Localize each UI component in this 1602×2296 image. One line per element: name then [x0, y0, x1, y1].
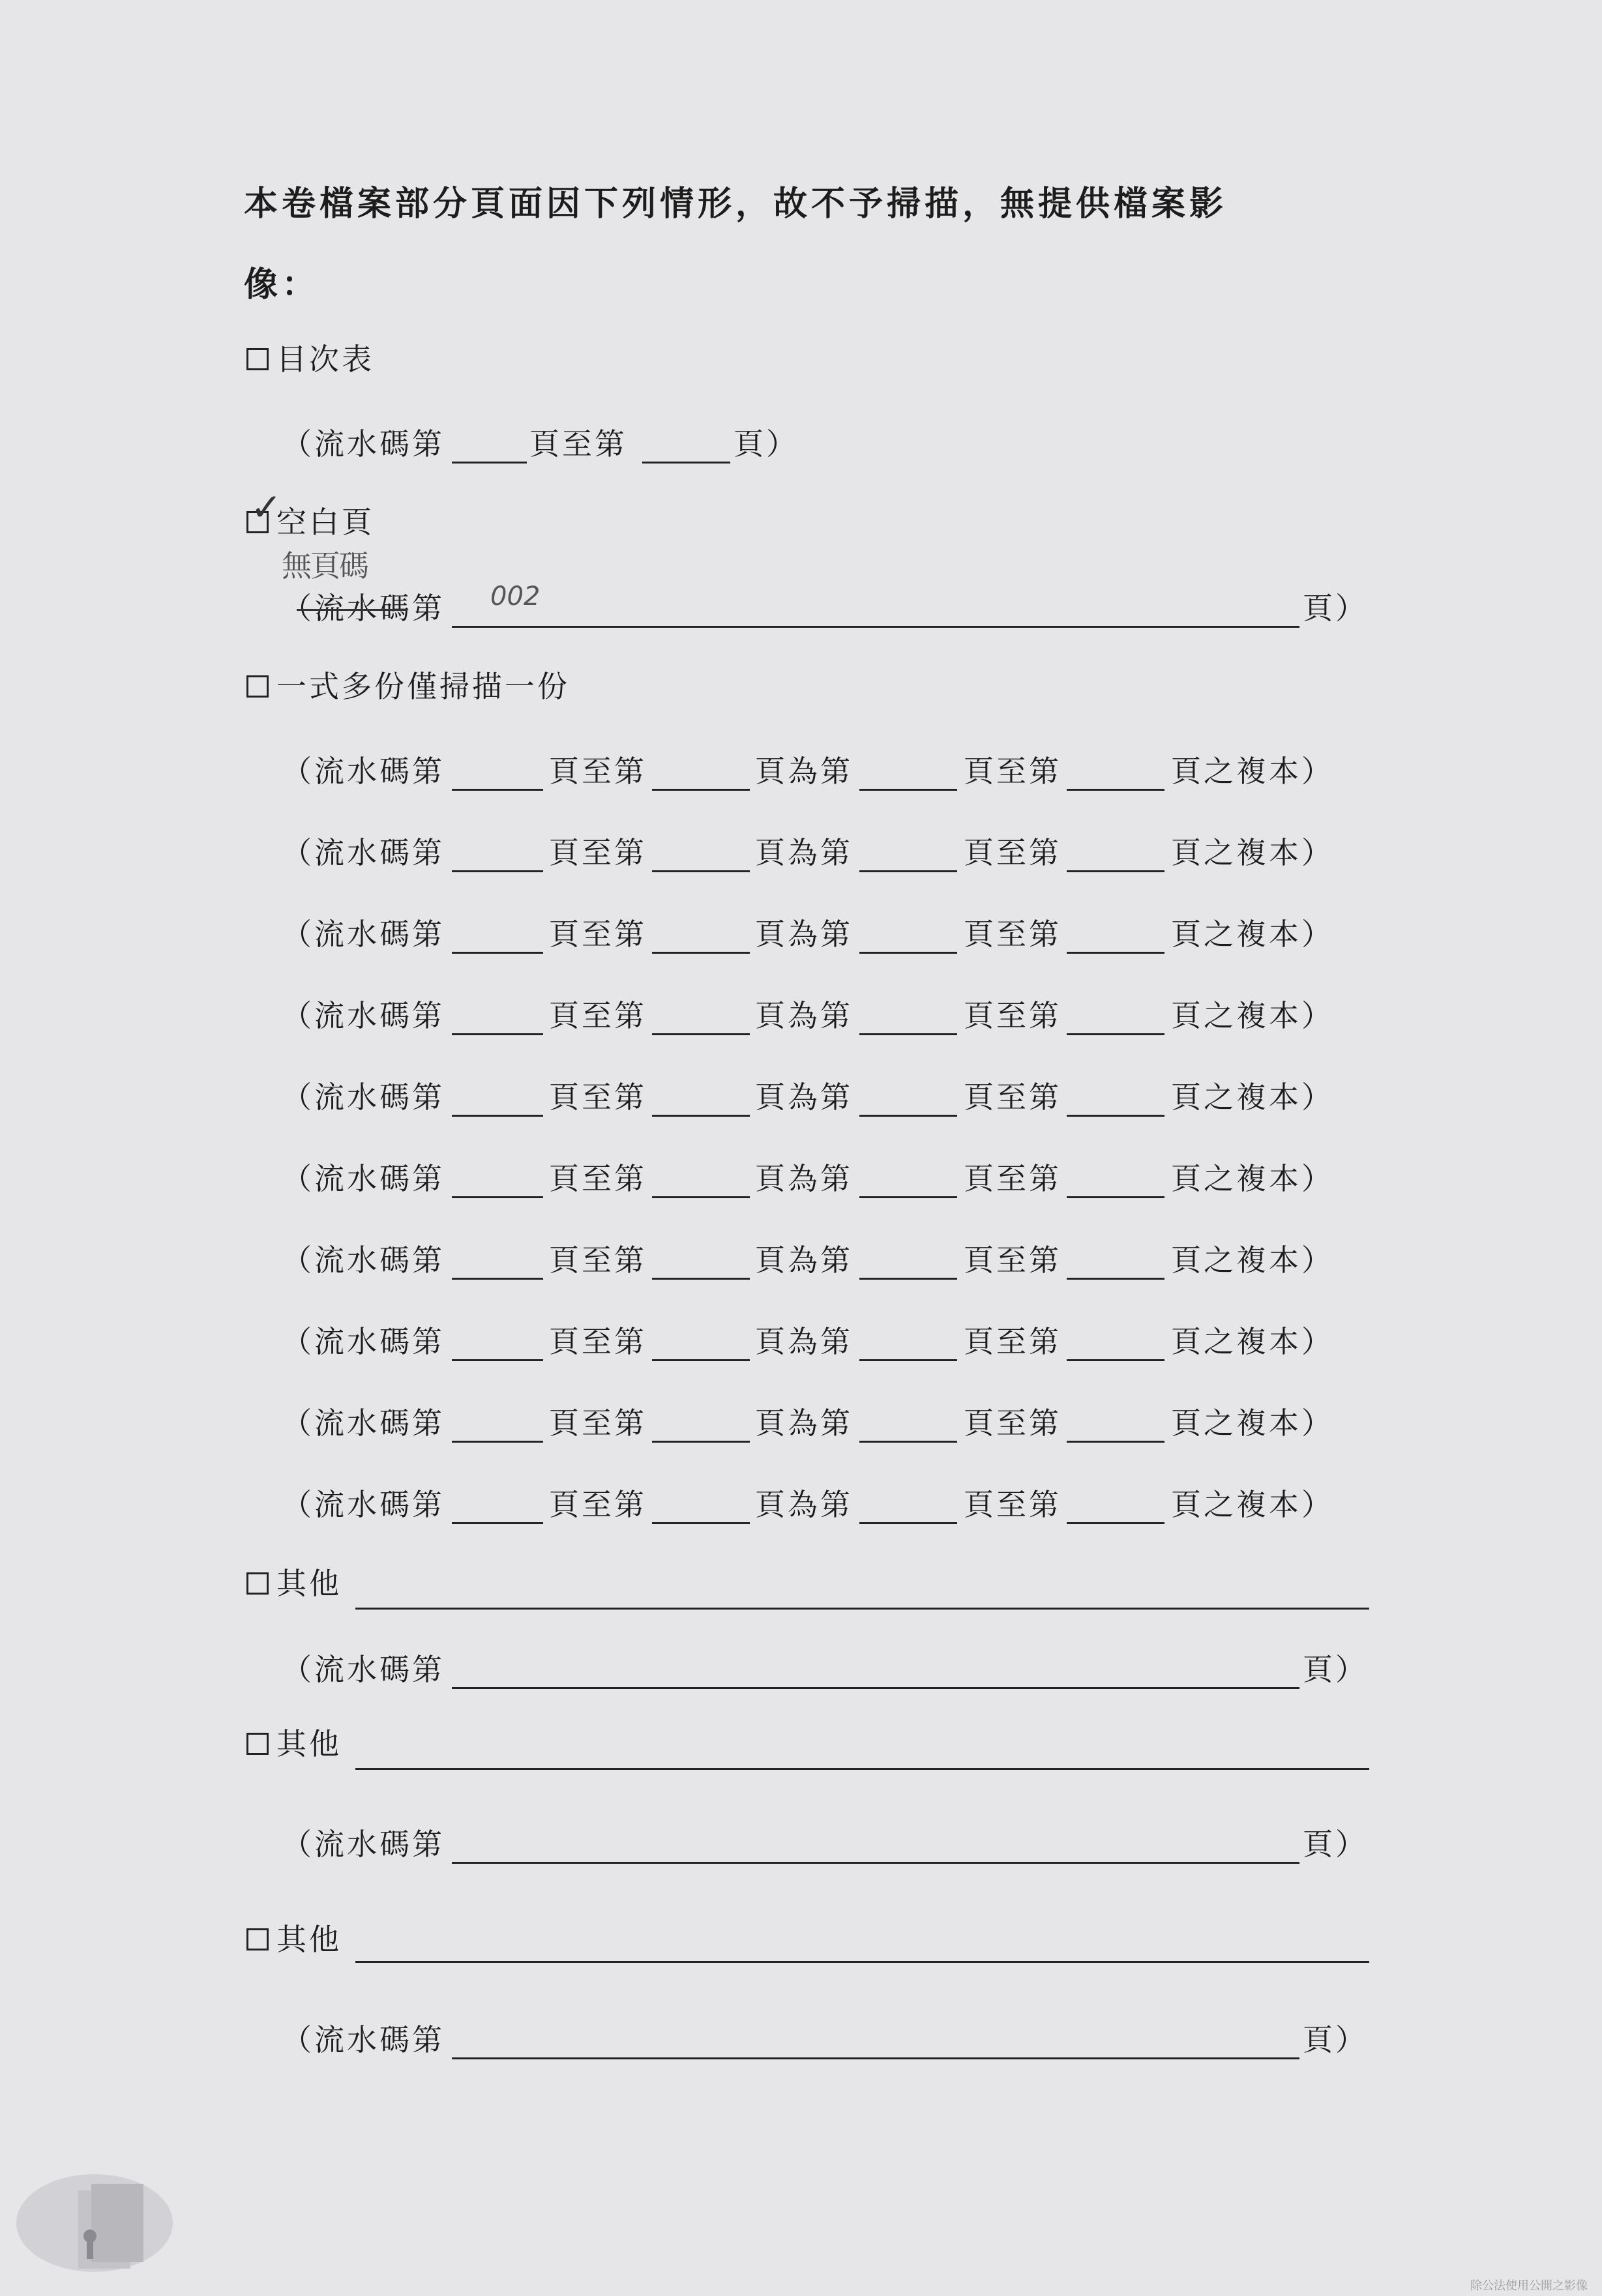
- multi-row-text: 頁至第: [964, 1080, 1061, 1115]
- other2-field[interactable]: [355, 1768, 1369, 1770]
- multi-row-field[interactable]: [1067, 1359, 1164, 1361]
- other1-serial-field[interactable]: [452, 1687, 1299, 1689]
- other3-end: 頁）: [1303, 2022, 1368, 2057]
- multi-row-text: （流水碼第: [282, 1080, 445, 1115]
- multi-row-field[interactable]: [1067, 1522, 1164, 1524]
- multi-row-text: 頁為第: [755, 1161, 853, 1196]
- toc-from-field[interactable]: [452, 462, 527, 464]
- other3-field[interactable]: [355, 1961, 1369, 1963]
- blank-serial-prefix: （流水碼第: [282, 591, 445, 626]
- multi-row-text: 頁之複本）: [1171, 1487, 1334, 1522]
- multi-row-field[interactable]: [859, 1441, 957, 1443]
- multi-row-text: 頁之複本）: [1171, 1243, 1334, 1278]
- multi-row-text: 頁為第: [755, 754, 853, 789]
- other2-serial-field[interactable]: [452, 1862, 1299, 1864]
- other3-checkbox[interactable]: [246, 1928, 269, 1950]
- multi-row-text: 頁至第: [549, 1161, 647, 1196]
- multi-row-text: （流水碼第: [282, 917, 445, 952]
- multi-row-field[interactable]: [859, 952, 957, 954]
- multi-row-field[interactable]: [859, 1033, 957, 1035]
- multi-row-field[interactable]: [859, 1522, 957, 1524]
- other3-label: 其他: [276, 1922, 342, 1957]
- multi-row-field[interactable]: [452, 1033, 543, 1035]
- multi-row-field[interactable]: [452, 1115, 543, 1117]
- multi-row-text: 頁之複本）: [1171, 917, 1334, 952]
- multi-row-text: 頁為第: [755, 917, 853, 952]
- multi-row-text: 頁至第: [964, 1324, 1061, 1359]
- multi-row-field[interactable]: [1067, 870, 1164, 872]
- other1-serial-prefix: （流水碼第: [282, 1652, 445, 1687]
- multi-row-text: 頁至第: [549, 754, 647, 789]
- footer-watermark-text: 除公法使用公開之影像: [1470, 2279, 1588, 2293]
- multi-row-text: 頁至第: [549, 1080, 647, 1115]
- multi-row-field[interactable]: [859, 1359, 957, 1361]
- multi-row-text: 頁為第: [755, 1080, 853, 1115]
- multi-row-field[interactable]: [652, 789, 750, 791]
- multi-row-text: 頁至第: [964, 1406, 1061, 1441]
- toc-end: 頁）: [734, 426, 799, 462]
- multi-row-text: （流水碼第: [282, 754, 445, 789]
- multi-row-text: 頁至第: [549, 998, 647, 1033]
- multi-row-text: 頁至第: [964, 1243, 1061, 1278]
- page-title-line2: 像：: [244, 265, 320, 304]
- toc-to-field[interactable]: [642, 462, 730, 464]
- multi-row-text: （流水碼第: [282, 1161, 445, 1196]
- other1-end: 頁）: [1303, 1652, 1368, 1687]
- multi-row-field[interactable]: [452, 1522, 543, 1524]
- toc-label: 目次表: [276, 342, 374, 377]
- multi-row-field[interactable]: [1067, 1196, 1164, 1198]
- toc-serial-prefix: （流水碼第: [282, 426, 445, 462]
- multi-label: 一式多份僅掃描一份: [276, 669, 570, 704]
- multi-row-text: 頁至第: [549, 1243, 647, 1278]
- multi-row-text: 頁至第: [549, 835, 647, 870]
- blank-serial-field[interactable]: [452, 626, 1299, 628]
- multi-row-text: 頁至第: [549, 1324, 647, 1359]
- multi-row-text: 頁之複本）: [1171, 1406, 1334, 1441]
- multi-row-text: （流水碼第: [282, 1243, 445, 1278]
- multi-row-text: 頁為第: [755, 1243, 853, 1278]
- multi-row-field[interactable]: [452, 789, 543, 791]
- multi-row-field[interactable]: [859, 870, 957, 872]
- other2-label: 其他: [276, 1726, 342, 1761]
- multi-row-field[interactable]: [652, 870, 750, 872]
- multi-row-field[interactable]: [652, 952, 750, 954]
- multi-row-text: 頁至第: [964, 998, 1061, 1033]
- multi-row-field[interactable]: [452, 1359, 543, 1361]
- multi-row-text: （流水碼第: [282, 998, 445, 1033]
- multi-row-field[interactable]: [652, 1196, 750, 1198]
- multi-row-text: （流水碼第: [282, 1406, 445, 1441]
- other2-checkbox[interactable]: [246, 1733, 269, 1755]
- multi-row-field[interactable]: [1067, 952, 1164, 954]
- multi-row-field[interactable]: [1067, 1115, 1164, 1117]
- multi-row-text: 頁至第: [964, 1161, 1061, 1196]
- multi-row-text: 頁至第: [964, 835, 1061, 870]
- multi-row-field[interactable]: [452, 870, 543, 872]
- multi-row-text: 頁至第: [549, 1406, 647, 1441]
- multi-row-text: （流水碼第: [282, 1487, 445, 1522]
- toc-mid: 頁至第: [529, 426, 627, 462]
- multi-row-text: 頁為第: [755, 1406, 853, 1441]
- multi-checkbox[interactable]: [246, 675, 269, 698]
- multi-row-field[interactable]: [652, 1115, 750, 1117]
- multi-row-text: 頁為第: [755, 835, 853, 870]
- other1-field[interactable]: [355, 1608, 1369, 1610]
- other3-serial-prefix: （流水碼第: [282, 2022, 445, 2057]
- archive-logo-icon: [13, 2151, 176, 2288]
- multi-row-field[interactable]: [452, 1278, 543, 1280]
- multi-row-field[interactable]: [859, 1278, 957, 1280]
- check-mark-icon: ✓: [250, 485, 282, 529]
- other1-checkbox[interactable]: [246, 1572, 269, 1595]
- handwritten-serial: 002: [490, 581, 541, 611]
- multi-row-field[interactable]: [452, 1441, 543, 1443]
- multi-row-text: 頁之複本）: [1171, 1161, 1334, 1196]
- multi-row-field[interactable]: [652, 1359, 750, 1361]
- multi-row-text: 頁至第: [964, 1487, 1061, 1522]
- multi-row-text: 頁為第: [755, 1487, 853, 1522]
- multi-row-text: （流水碼第: [282, 835, 445, 870]
- multi-row-field[interactable]: [859, 1115, 957, 1117]
- multi-row-field[interactable]: [1067, 1278, 1164, 1280]
- multi-row-text: 頁之複本）: [1171, 835, 1334, 870]
- strike-through-line: [297, 609, 408, 611]
- multi-row-field[interactable]: [452, 952, 543, 954]
- multi-row-text: 頁之複本）: [1171, 754, 1334, 789]
- multi-row-field[interactable]: [859, 789, 957, 791]
- other1-label: 其他: [276, 1566, 342, 1601]
- page-title-line1: 本卷檔案部分頁面因下列情形，故不予掃描，無提供檔案影: [244, 184, 1228, 224]
- multi-row-field[interactable]: [652, 1441, 750, 1443]
- multi-row-field[interactable]: [859, 1196, 957, 1198]
- other2-end: 頁）: [1303, 1827, 1368, 1862]
- handwritten-note: 無頁碼: [282, 548, 368, 583]
- multi-row-text: 頁為第: [755, 1324, 853, 1359]
- multi-row-text: 頁為第: [755, 998, 853, 1033]
- blank-end: 頁）: [1303, 591, 1368, 626]
- multi-row-field[interactable]: [652, 1033, 750, 1035]
- other3-serial-field[interactable]: [452, 2057, 1299, 2059]
- multi-row-field[interactable]: [1067, 1033, 1164, 1035]
- toc-checkbox[interactable]: [246, 348, 269, 370]
- multi-row-text: 頁之複本）: [1171, 1080, 1334, 1115]
- other2-serial-prefix: （流水碼第: [282, 1827, 445, 1862]
- multi-row-text: （流水碼第: [282, 1324, 445, 1359]
- multi-row-text: 頁之複本）: [1171, 1324, 1334, 1359]
- multi-row-field[interactable]: [452, 1196, 543, 1198]
- blank-label: 空白頁: [276, 505, 374, 540]
- multi-row-text: 頁至第: [964, 917, 1061, 952]
- multi-row-field[interactable]: [652, 1278, 750, 1280]
- multi-row-field[interactable]: [1067, 1441, 1164, 1443]
- multi-row-text: 頁之複本）: [1171, 998, 1334, 1033]
- multi-row-text: 頁至第: [549, 1487, 647, 1522]
- multi-row-field[interactable]: [652, 1522, 750, 1524]
- multi-row-text: 頁至第: [964, 754, 1061, 789]
- multi-row-text: 頁至第: [549, 917, 647, 952]
- multi-row-field[interactable]: [1067, 789, 1164, 791]
